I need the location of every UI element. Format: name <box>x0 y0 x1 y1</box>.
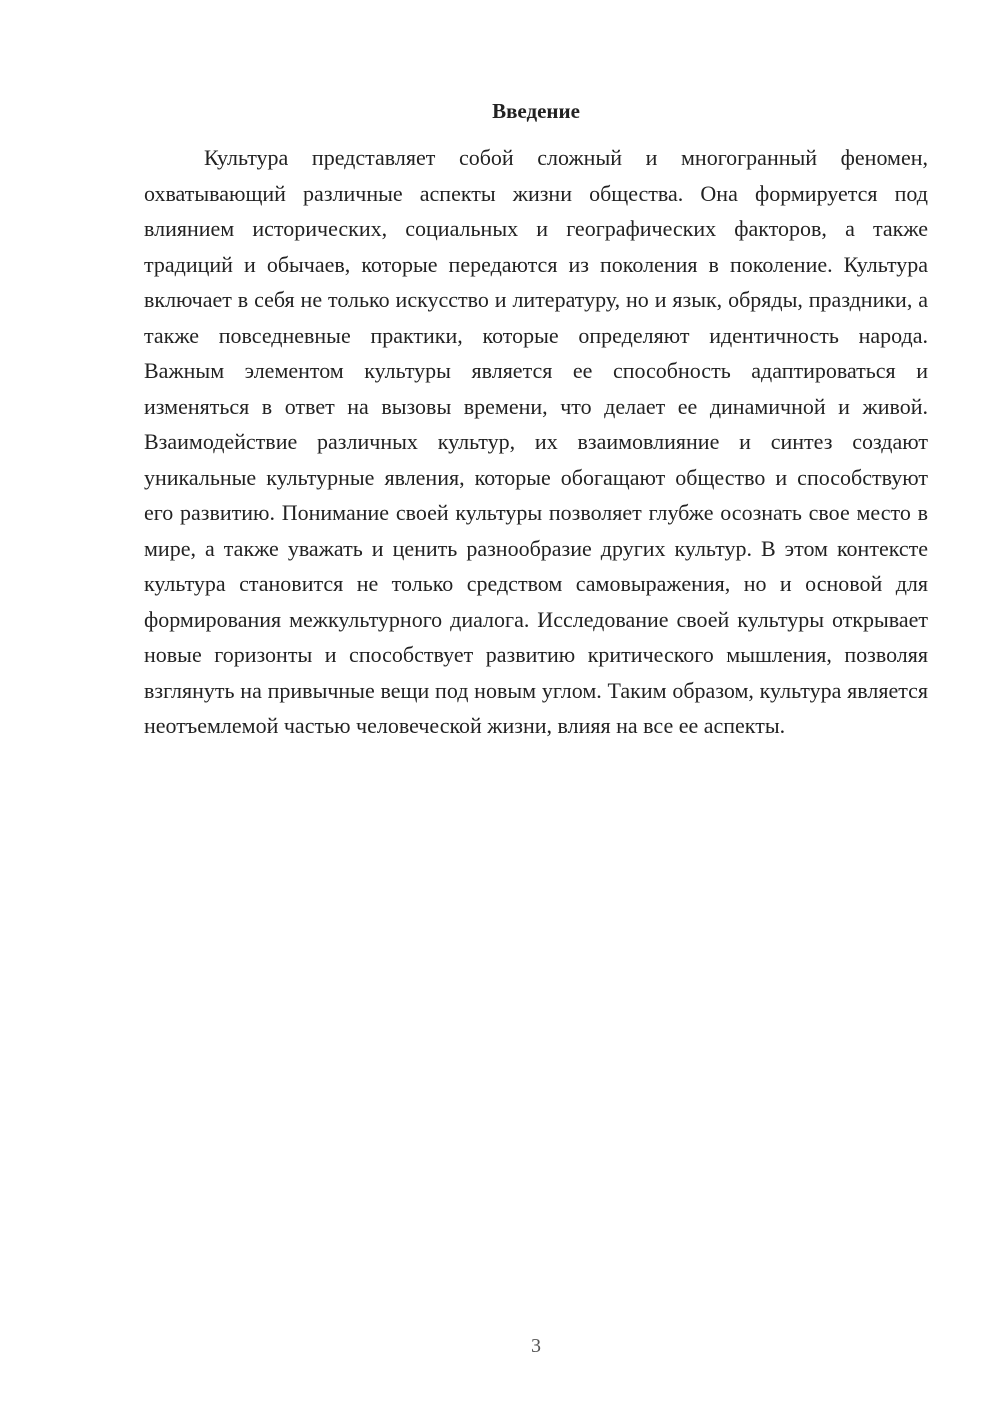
page-number: 3 <box>531 1335 541 1357</box>
body-paragraph: Культура представляет собой сложный и многогранный феномен, охватывающий различные аспекты жизни общества. Она формируется под влиянием исторических, социальных и географических факторов, а также традиций и обычаев, которые передаются из поколения в поколение. Культура включает в себя не только искусство и литературу, но и язык, обряды, праздники, а также повседневные практики, которые определяют идентичность народа. Важным элементом культуры является ее способность адаптироваться и изменяться в ответ на вызовы времени, что делает ее динамичной и живой. Взаимодействие различных культур, их взаимовлияние и синтез создают уникальные культурные явления, которые обогащают общество и способствуют его развитию. Понимание своей культуры позволяет глубже осознать свое место в мире, а также уважать и ценить разнообразие других культур. В этом контексте культура становится не только средством самовыражения, но и основой для формирования межкультурного диалога. Исследование своей культуры открывает новые горизонты и способствует развитию критического мышления, позволяя взглянуть на привычные вещи под новым углом. Таким образом, культура является неотъемлемой частью человеческой жизни, влияя на все ее аспекты. <box>144 145 928 738</box>
section-title: Введение <box>492 99 580 123</box>
